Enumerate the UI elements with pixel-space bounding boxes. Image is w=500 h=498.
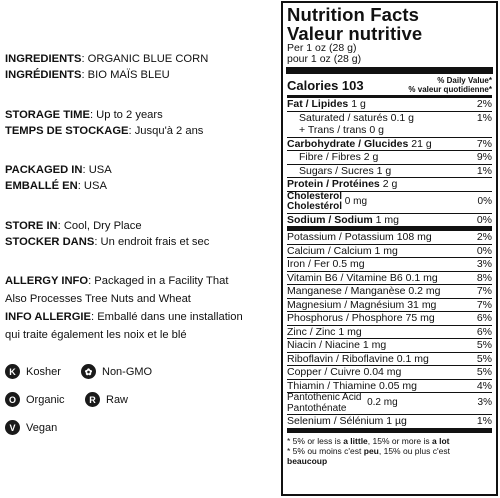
sodium-row: Sodium / Sodium 1 mg 0% bbox=[287, 214, 492, 232]
mineral-row bbox=[287, 380, 492, 394]
mineral-label: Vitamin B6 / Vitamine B6 0.1 mg bbox=[287, 271, 438, 284]
mineral-row bbox=[287, 353, 492, 367]
trans-row: + Trans / trans 0 g bbox=[287, 124, 492, 138]
mineral-percent: 6% bbox=[476, 312, 492, 324]
mineral-row bbox=[287, 245, 492, 259]
mineral-label: Magnesium / Magnésium 31 mg bbox=[287, 298, 437, 311]
nutrition-facts-panel bbox=[281, 1, 498, 496]
fat-row: Fat / Lipides 1 g 2% bbox=[287, 98, 492, 110]
mineral-label: Zinc / Zinc 1 mg bbox=[287, 325, 362, 338]
minerals-list bbox=[287, 231, 492, 393]
mineral-row bbox=[287, 272, 492, 286]
footnote-en: * 5% or less is a little, 15% or more is a lot bbox=[287, 435, 450, 446]
mineral-label: Riboflavin / Riboflavine 0.1 mg bbox=[287, 352, 429, 365]
raw-badge: R Raw bbox=[85, 392, 128, 407]
mineral-percent: 3% bbox=[476, 258, 492, 270]
raw-icon: R bbox=[85, 392, 100, 407]
kosher-badge: K Kosher bbox=[5, 364, 61, 379]
pantothenic-row: Pantothenic Acid Pantothénate 0.2 mg 3% bbox=[287, 392, 492, 414]
mineral-percent: 7% bbox=[476, 285, 492, 297]
mineral-label: Niacin / Niacine 1 mg bbox=[287, 339, 387, 351]
organic-badge: O Organic bbox=[5, 392, 65, 407]
storage-fr: TEMPS DE STOCKAGE: Jusqu'à 2 ans bbox=[5, 125, 204, 137]
mineral-percent: 7% bbox=[476, 298, 492, 311]
organic-icon: O bbox=[5, 392, 20, 407]
mineral-label: Copper / Cuivre 0.04 mg bbox=[287, 366, 402, 378]
mineral-percent: 5% bbox=[476, 366, 492, 378]
protein-row: Protein / Protéines 2 g bbox=[287, 178, 492, 192]
mineral-row bbox=[287, 366, 492, 380]
cholesterol-row: Cholesterol Cholestérol 0 mg 0% bbox=[287, 190, 492, 212]
mineral-percent: 2% bbox=[476, 231, 492, 243]
mineral-label: Calcium / Calcium 1 mg bbox=[287, 244, 398, 257]
mineral-label: Manganese / Manganèse 0.2 mg bbox=[287, 285, 441, 297]
allergy-en-2: Also Processes Tree Nuts and Wheat bbox=[5, 293, 191, 305]
store-fr: STOCKER DANS: Un endroit frais et sec bbox=[5, 236, 210, 248]
sugars-row: Sugars / Sucres 1 g 1% bbox=[287, 165, 492, 179]
mineral-percent: 8% bbox=[476, 271, 492, 284]
saturated-row: Saturated / saturés 0.1 g 1% bbox=[299, 111, 492, 124]
mineral-label: Phosphorus / Phosphore 75 mg bbox=[287, 312, 435, 324]
ingredients-en: INGREDIENTS: ORGANIC BLUE CORN bbox=[5, 53, 209, 65]
mineral-row bbox=[287, 285, 492, 299]
footnote-fr: * 5% ou moins c'est peu, 15% ou plus c'est beaucoup bbox=[287, 445, 450, 466]
mineral-row bbox=[287, 299, 492, 313]
ingredients-fr: INGRÉDIENTS: BIO MAÏS BLEU bbox=[5, 69, 170, 81]
allergy-fr-1: INFO ALLERGIE: Emballé dans une installation bbox=[5, 311, 243, 323]
serving-size-fr: pour 1 oz (28 g) bbox=[287, 53, 362, 65]
serving-size-en: Per 1 oz (28 g) bbox=[287, 42, 357, 54]
mineral-label: Thiamin / Thiamine 0.05 mg bbox=[287, 379, 417, 392]
non-gmo-badge: ✿ Non-GMO bbox=[81, 364, 152, 379]
packaged-en: PACKAGED IN: USA bbox=[5, 164, 112, 176]
kosher-icon: K bbox=[5, 364, 20, 379]
allergy-fr-2: qui traite également les noix et le blé bbox=[5, 329, 187, 341]
storage-en: STORAGE TIME: Up to 2 years bbox=[5, 109, 163, 121]
fibre-row: Fibre / Fibres 2 g 9% bbox=[287, 151, 492, 165]
mineral-percent: 6% bbox=[476, 325, 492, 338]
non-gmo-icon: ✿ bbox=[81, 364, 96, 379]
calories-row: Calories 103 % Daily Value* % valeur quotidienne* bbox=[287, 75, 492, 98]
mineral-row bbox=[287, 312, 492, 326]
mineral-percent: 4% bbox=[476, 379, 492, 392]
daily-value-footnote bbox=[287, 436, 492, 466]
packaged-fr: EMBALLÉ EN: USA bbox=[5, 180, 107, 192]
store-en: STORE IN: Cool, Dry Place bbox=[5, 220, 142, 232]
vegan-icon: V bbox=[5, 420, 20, 435]
mineral-label: Iron / Fer 0.5 mg bbox=[287, 258, 365, 270]
nutrition-title-fr: Valeur nutritive bbox=[287, 23, 423, 44]
mineral-row bbox=[287, 258, 492, 272]
divider-thick bbox=[286, 67, 493, 74]
carbohydrate-row: Carbohydrate / Glucides 21 g 7% bbox=[287, 137, 492, 150]
mineral-percent: 0% bbox=[476, 244, 492, 257]
mineral-row bbox=[287, 339, 492, 353]
mineral-row bbox=[287, 326, 492, 340]
allergy-en-1: ALLERGY INFO: Packaged in a Facility That bbox=[5, 275, 229, 287]
mineral-row bbox=[287, 231, 492, 245]
mineral-percent: 5% bbox=[476, 339, 492, 351]
nutrition-title-en: Nutrition Facts bbox=[287, 4, 420, 25]
selenium-row: Selenium / Sélénium 1 µg 1% bbox=[287, 415, 492, 433]
mineral-percent: 5% bbox=[476, 352, 492, 365]
mineral-label: Potassium / Potassium 108 mg bbox=[287, 231, 432, 243]
vegan-badge: V Vegan bbox=[5, 420, 57, 435]
